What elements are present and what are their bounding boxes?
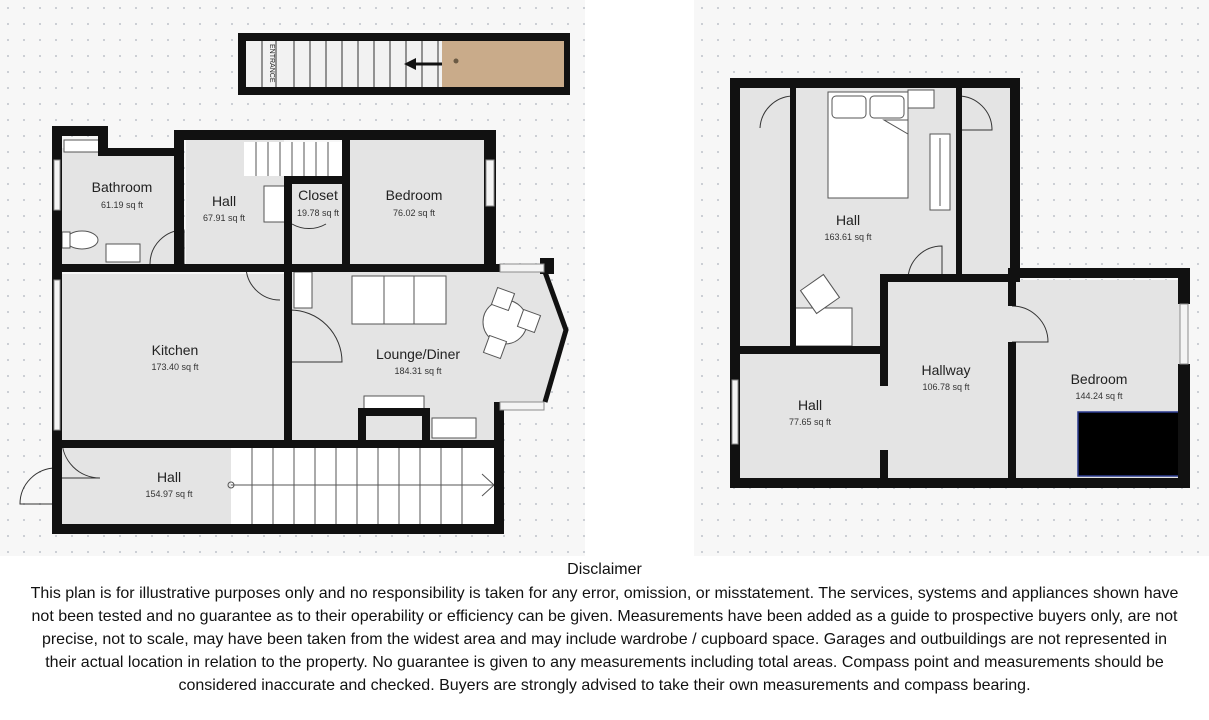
room-area: 61.19 sq ft [100,200,144,210]
disclaimer-text: This plan is for illustrative purposes only and no responsibility is taken for any error, omission, or misstatement. The services, systems and appliances shown have not been tested and no guarantee as to their operability or efficiency can be given. Measurements have been added as a guide to prospective buyers only, are not precise, not to scale, may have been taken from the widest area and may include wardrobe / cupboard space. Garages and outbuildings are not represented in their actual location in relation to the property. No guarantee is given to any measurements including total areas. Compass point and measurements should be considered inaccurate and checked. Buyers are strongly advised to take their own measurements and compass bearing. [30,585,1179,694]
room-area: 173.40 sq ft [151,362,199,372]
room-kitchen [151,342,199,372]
hall-staircase [228,446,496,524]
ground-floor-drawing [0,0,585,556]
room-area: 154.97 sq ft [145,489,193,499]
room-closet [297,187,340,218]
bay-window-top [500,264,544,272]
room-area: 19.78 sq ft [296,208,340,218]
room-name: Bedroom [1070,371,1128,387]
entrance-label: ENTRANCE [268,44,275,83]
room-bedroom [1071,371,1128,401]
bedroom-window [486,160,494,206]
room-name: Bathroom [91,179,153,195]
room-area: 163.61 sq ft [824,232,872,242]
room-area: 67.91 sq ft [202,213,246,223]
room-area: 106.78 sq ft [922,382,970,392]
room-name: Closet [298,187,338,203]
room-name: Hall [797,397,823,413]
dark-fitted-unit [1078,412,1180,476]
room-name: Hallway [921,362,971,378]
bathroom-window [54,160,60,210]
hall-window [732,380,738,444]
room-name: Hall [156,469,182,485]
room-name: Kitchen [151,342,199,358]
room-name: Lounge/Diner [375,346,461,362]
kitchen-window [54,280,60,430]
landing-stairs [244,142,344,176]
bedroom-window [1180,304,1188,364]
room-area: 76.02 sq ft [392,208,436,218]
room-area: 184.31 sq ft [394,366,442,376]
room-area: 77.65 sq ft [788,417,832,427]
room-hallway [921,362,970,392]
disclaimer [0,558,1209,697]
room-name: Hall [211,193,237,209]
first-floor-drawing [694,0,1209,556]
room-name: Bedroom [385,187,443,203]
room-bedroom [386,187,443,218]
bay-window-bottom [500,402,544,410]
disclaimer-title: Disclaimer [567,561,642,578]
ground-floor-plan [0,0,585,556]
first-floor-plan [694,0,1209,556]
room-area: 144.24 sq ft [1075,391,1123,401]
entrance-stairs [238,33,570,95]
room-name: Hall [835,212,861,228]
